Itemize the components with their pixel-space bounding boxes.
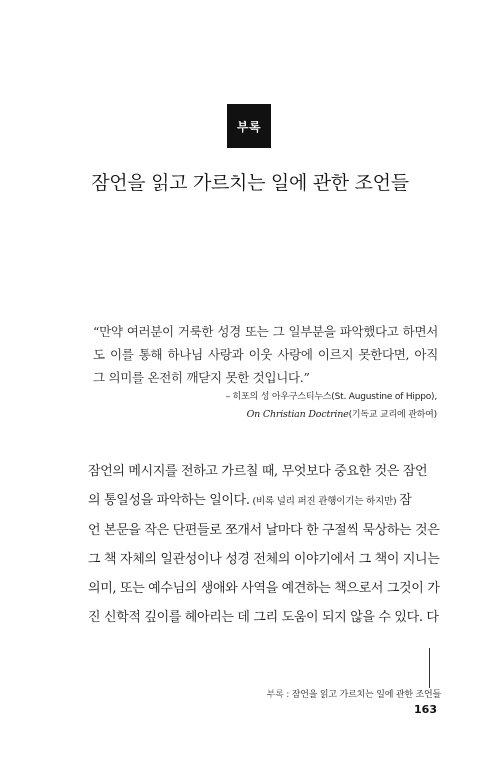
body-line-part: 의 통일성을 파악하는 일이다. [88,493,250,508]
running-footer [267,687,441,700]
chapter-title: 잠언을 읽고 가르치는 일에 관한 조언들 [91,172,409,194]
body-line [88,486,440,516]
body-line: 의미, 또는 예수님의 생애와 사역을 예견하는 책으로서 그것이 가 [88,581,440,596]
body-line: 언 본문을 작은 단편들로 쪼개서 날마다 한 구절씩 묵상하는 것은 [88,523,440,538]
page-number: 163 [414,703,437,716]
parenthetical-note: (비록 널리 퍼진 관행이기는 하지만) [249,496,400,507]
footer-divider [429,648,430,688]
body-line-part: 잠 [399,493,412,508]
footer-section-label: 부록 : [266,690,292,700]
epigraph-quote: “만약 여러분이 거룩한 성경 또는 그 일부분을 파악했다고 하면서 도 이를 통해 하나님 사랑과 이웃 사랑에 이르지 못한다면, 아직 그 의미를 온전히 깨닫지 못한 것입니다.” [93,324,438,385]
epigraph-attribution [226,388,437,424]
body-line: 진 신학적 깊이를 헤아리는 데 그리 도움이 되지 않을 수 있다. 다 [88,610,439,625]
attribution-author: – 히포의 성 아우구스티누스(St. Augustine of Hippo), [225,392,437,402]
body-line: 그 책 자체의 일관성이나 성경 전체의 이야기에서 그 책이 지니는 [88,552,440,567]
attribution-work-korean: (기독교 교리에 관하여) [348,410,437,420]
body-line: 잠언의 메시지를 전하고 가르칠 때, 무엇보다 중요한 것은 잠언 [88,464,428,479]
attribution-work-title: On Christian Doctrine [246,409,349,420]
body-paragraph [88,457,440,632]
attribution-work [226,406,437,424]
appendix-badge: 부록 [227,104,271,148]
footer-section-title: 잠언을 읽고 가르치는 일에 관한 조언들 [291,690,441,700]
